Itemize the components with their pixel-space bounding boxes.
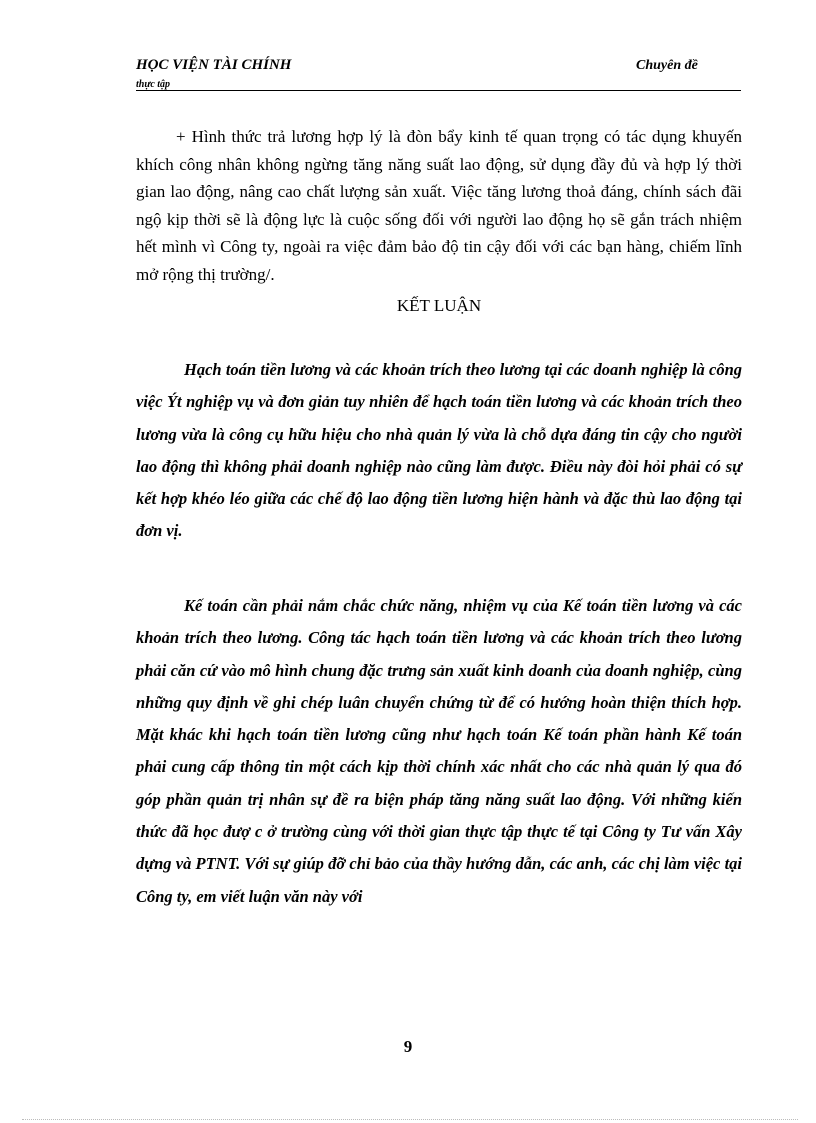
- page-bottom-divider: [22, 1119, 798, 1120]
- header-institution-continued: thực tập: [136, 79, 171, 90]
- header-document-type: Chuyên đề: [636, 58, 698, 73]
- section-heading: KẾT LUẬN: [396, 296, 482, 315]
- header-institution: HỌC VIỆN TÀI CHÍNH: [136, 57, 292, 73]
- page-number: 9: [403, 1037, 413, 1056]
- conclusion-paragraph-2: Kế toán cần phải nắm chắc chức năng, nhiệm vụ của Kế toán tiền lương và các khoản trích theo lương. Công tác hạch toán tiền lương và các khoản trích theo lương phải căn cứ vào mô hình chung đặc trưng sản xuất kinh doanh của doanh nghiệp, cùng những quy định về ghi chép luân chuyển chứng từ để có hướng hoàn thiện thích hợp. Mặt khác khi hạch toán tiền lương cũng như hạch toán Kế toán phần hành Kế toán phải cung cấp thông tin một cách kịp thời chính xác nhất cho các nhà quản lý qua đó góp phần quản trị nhân sự đề ra biện pháp tăng năng suất lao động. Với những kiến thức đã học đượ c ở trường cùng với thời gian thực tập thực tế tại Công ty Tư vấn Xây dựng và PTNT. Với sự giúp đỡ chỉ bảo của thầy hướng dẫn, các anh, các chị làm việc tại Công ty, em viết luận văn này với: [136, 596, 742, 906]
- intro-paragraph: + Hình thức trả lương hợp lý là đòn bẩy kinh tế quan trọng có tác dụng khuyến khích công nhân không ngừng tăng năng suất lao động, sử dụng đầy đủ và hợp lý thời gian lao động, nâng cao chất lượng sản xuất. Việc tăng lương thoả đáng, chính sách đãi ngộ kịp thời sẽ là động lực là cuộc sống đối với người lao động họ sẽ gắn trách nhiệm hết mình vì Công ty, ngoài ra việc đảm bảo độ tin cậy đối với các bạn hàng, chiếm lĩnh mở rộng thị trường/.: [136, 127, 742, 284]
- conclusion-paragraph-1: Hạch toán tiền lương và các khoản trích theo lương tại các doanh nghiệp là công việc Ýt nghiệp vụ và đơn giản tuy nhiên để hạch toán tiền lương và các khoản trích theo lương vừa là công cụ hữu hiệu cho nhà quản lý vừa là chỗ dựa đáng tin cậy cho người lao động thì không phải doanh nghiệp nào cũng làm được. Điều này đòi hỏi phải có sự kết hợp khéo léo giữa các chế độ lao động tiền lương hiện hành và đặc thù lao động tại đơn vị.: [136, 360, 742, 541]
- header-rule: [136, 90, 741, 91]
